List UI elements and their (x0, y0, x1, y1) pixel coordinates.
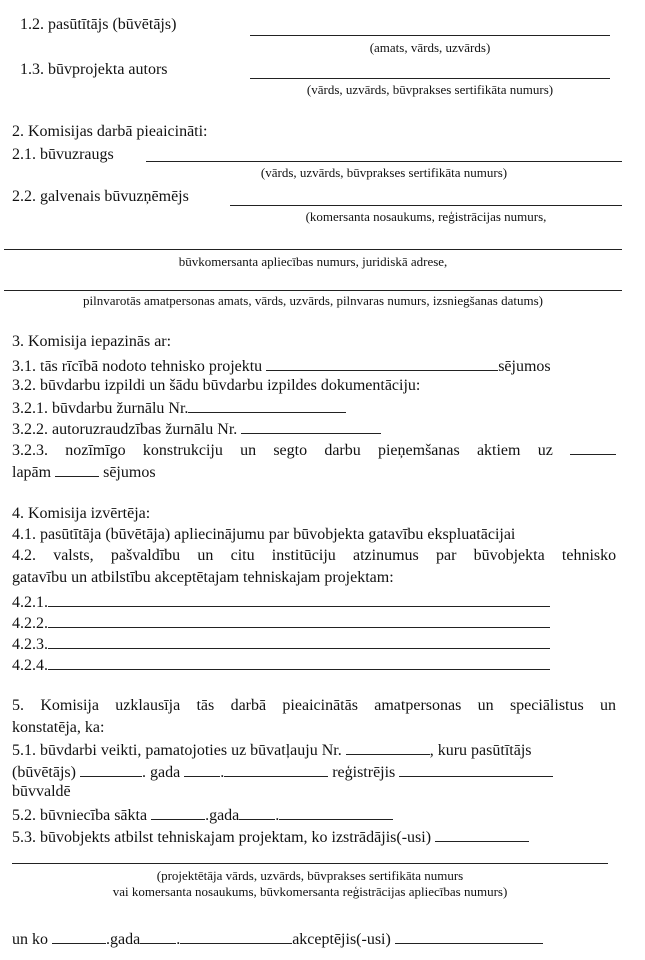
word: un (600, 697, 617, 714)
word: konstrukciju (142, 442, 223, 459)
word: 3.2.3. (12, 442, 48, 459)
final-dot: . (176, 931, 181, 948)
word: aktiem (476, 442, 521, 459)
start-month-field[interactable] (279, 805, 393, 820)
item-4-2-3 (12, 634, 550, 654)
word: un (197, 547, 214, 564)
item-3-1-suffix: sējumos (498, 358, 551, 375)
word: un (477, 697, 494, 714)
item-4-2-3-field[interactable] (48, 634, 550, 649)
item-4-2-2-field[interactable] (48, 613, 550, 628)
item-2-1-field[interactable] (146, 161, 622, 162)
item-5-1-buvetajs: (būvētājs) (12, 764, 76, 781)
item-1-2-label: 1.2. pasūtītājs (būvētājs) (20, 16, 177, 33)
permit-number-field[interactable] (346, 740, 430, 755)
word: tās (196, 697, 215, 714)
designer-field[interactable] (435, 827, 529, 842)
item-3-2-3-volumes-field[interactable] (55, 462, 99, 477)
section-2-heading: 2. Komisijas darbā pieaicināti: (12, 123, 208, 140)
item-4-2-line-2: gatavību un atbilstību akceptētajam tehniskajam projektam: (12, 569, 394, 586)
item-5-1-line-3: būvvaldē (12, 783, 71, 800)
item-5-1-line-1 (12, 740, 531, 760)
section-5-heading-line-1 (12, 697, 616, 715)
item-2-2-hint-2: būvkomersanta apliecības numurs, juridiskā adrese, (178, 254, 448, 269)
item-3-2-3-lapam: lapām (12, 464, 52, 481)
accept-month-field[interactable] (180, 929, 292, 944)
word: un (240, 442, 257, 459)
registration-year-field[interactable] (80, 762, 142, 777)
item-5-1-dot: . (220, 764, 225, 781)
registration-day-field[interactable] (184, 762, 220, 777)
final-accepted: akceptējis(-usi) (292, 931, 391, 948)
item-5-3 (12, 827, 529, 847)
word: speciālistus (509, 697, 584, 714)
section-3-heading: 3. Komisija iepazinās ar: (12, 333, 172, 350)
word: pašvaldību (110, 547, 181, 564)
item-3-1-prefix: 3.1. tās rīcībā nodoto tehnisko projektu (12, 358, 263, 375)
item-2-2-label: 2.2. galvenais būvuzņēmējs (12, 188, 189, 205)
item-5-3-prefix: 5.3. būvobjekts atbilst tehniskajam projektam, ko izstrādājis(-usi) (12, 829, 432, 846)
item-1-3-label: 1.3. būvprojekta autors (20, 61, 168, 78)
word: pieaicinātās (282, 697, 358, 714)
item-2-1-hint: (vārds, uzvārds, būvprakses sertifikāta numurs) (260, 165, 508, 180)
item-3-2-3-line-2 (12, 462, 156, 482)
item-3-2: 3.2. būvdarbu izpildi un šādu būvdarbu izpildes dokumentāciju: (12, 377, 421, 394)
word: 4.2. (12, 547, 36, 564)
item-2-2-hint-1: (komersanta nosaukums, reģistrācijas numurs, (305, 209, 547, 224)
item-4-2-2 (12, 613, 550, 633)
item-3-2-3-line-1 (12, 440, 616, 460)
item-2-2-hint-3: pilnvarotās amatpersonas amats, vārds, uzvārds, pilnvaras numurs, izsniegšanas datums) (83, 293, 543, 308)
item-3-1-field[interactable] (266, 356, 498, 371)
item-4-2-line-1 (12, 547, 616, 565)
word: citu (230, 547, 255, 564)
registration-month-field[interactable] (224, 762, 328, 777)
item-3-2-2-field[interactable] (241, 419, 381, 434)
item-2-2-field-3[interactable] (4, 290, 622, 291)
word: tehnisko (561, 547, 617, 564)
item-1-3-hint: (vārds, uzvārds, būvprakses sertifikāta numurs) (306, 82, 554, 97)
subitem-label: 4.2.1. (12, 594, 48, 611)
item-5-3-hint-2: vai komersanta nosaukums, būvkomersanta reģistrācijas apliecības numurs) (112, 884, 508, 899)
word: 5. (12, 697, 24, 714)
item-3-2-3-sejumos: sējumos (103, 464, 156, 481)
word: atzinumus (353, 547, 419, 564)
final-prefix: un ko (12, 931, 48, 948)
item-5-1-after: , kuru pasūtītājs (429, 742, 532, 759)
item-5-2-dot: . (275, 807, 280, 824)
start-day-field[interactable] (239, 805, 275, 820)
item-2-1-label: 2.1. būvuzraugs (12, 146, 114, 163)
item-3-2-1-label: 3.2.1. būvdarbu žurnālu Nr. (12, 400, 189, 417)
item-4-1: 4.1. pasūtītāja (būvētāja) apliecinājumu par būvobjekta gatavību ekspluatācijai (12, 526, 516, 543)
word: darbā (230, 697, 267, 714)
item-4-2-4 (12, 655, 550, 675)
item-5-2 (12, 805, 393, 825)
acceptor-field[interactable] (395, 929, 543, 944)
item-5-1-prefix: 5.1. būvdarbi veikti, pamatojoties uz būvatļauju Nr. (12, 742, 342, 759)
section-4-heading: 4. Komisija izvērtēja: (12, 505, 151, 522)
item-3-2-3-pages-field[interactable] (570, 440, 616, 455)
subitem-label: 4.2.2. (12, 615, 48, 632)
final-gada: .gada (106, 931, 141, 948)
word: segto (273, 442, 308, 459)
item-5-1-registered: reģistrējis (332, 764, 396, 781)
word: nozīmīgo (65, 442, 126, 459)
item-3-2-1 (12, 398, 346, 418)
item-5-3-hint-1: (projektētāja vārds, uzvārds, būvprakses sertifikāta numurs (156, 868, 464, 883)
start-year-field[interactable] (151, 805, 205, 820)
item-3-2-2-label: 3.2.2. autoruzraudzības žurnālu Nr. (12, 421, 238, 438)
item-3-2-1-field[interactable] (188, 398, 346, 413)
word: uz (537, 442, 553, 459)
subitem-label: 4.2.3. (12, 636, 48, 653)
item-4-2-4-field[interactable] (48, 655, 550, 670)
item-2-2-field[interactable] (230, 205, 622, 206)
accept-day-field[interactable] (140, 929, 176, 944)
item-1-2-field[interactable] (250, 35, 610, 36)
item-4-2-1 (12, 592, 550, 612)
item-2-2-field-2[interactable] (4, 249, 622, 250)
item-5-2-prefix: 5.2. būvniecība sākta (12, 807, 148, 824)
designer-field-2[interactable] (12, 863, 608, 864)
item-4-2-1-field[interactable] (48, 592, 550, 607)
item-3-2-2 (12, 419, 381, 439)
item-5-1-gada: . gada (141, 764, 181, 781)
item-1-2-hint: (amats, vārds, uzvārds) (369, 40, 491, 55)
subitem-label: 4.2.4. (12, 657, 48, 674)
item-1-3-field[interactable] (250, 78, 610, 79)
word: pieņemšanas (377, 442, 460, 459)
section-5-heading-line-2: konstatēja, ka: (12, 719, 105, 736)
word: par (435, 547, 457, 564)
word: uzklausīja (115, 697, 181, 714)
word: Komisija (40, 697, 99, 714)
item-5-2-gada: .gada (205, 807, 240, 824)
word: valsts, (53, 547, 94, 564)
accept-year-field[interactable] (52, 929, 106, 944)
word: institūciju (271, 547, 336, 564)
final-line (12, 929, 543, 949)
word: būvobjekta (473, 547, 545, 564)
building-authority-field[interactable] (399, 762, 553, 777)
word: darbu (324, 442, 361, 459)
word: amatpersonas (374, 697, 462, 714)
item-3-1 (12, 356, 551, 376)
item-5-1-line-2 (12, 762, 553, 782)
